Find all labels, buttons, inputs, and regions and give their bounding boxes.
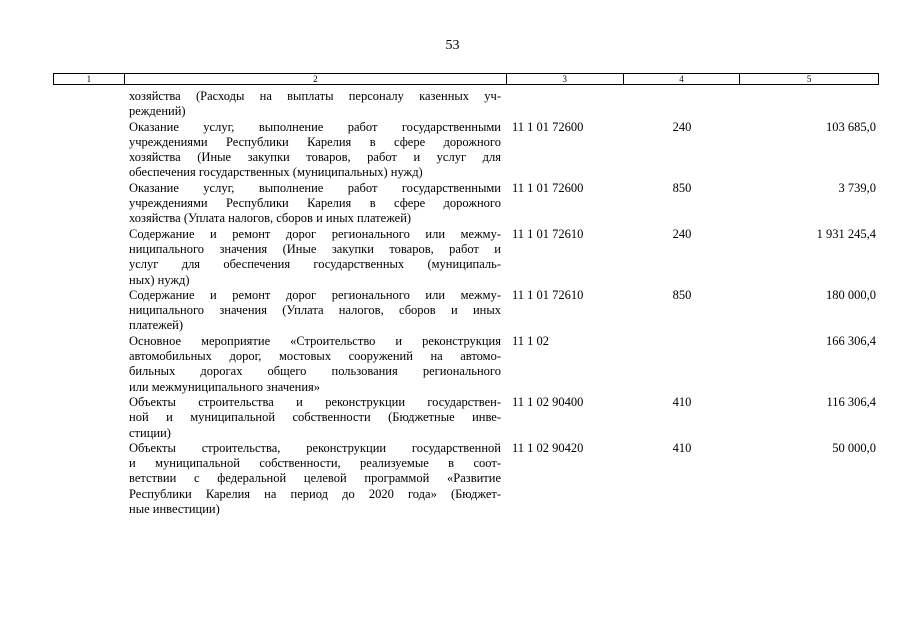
row-amount: 3 739,0 [838, 180, 876, 195]
header-col-5: 5 [739, 74, 878, 84]
description-line: учреждениями Республики Карелия в сфере дорожного [129, 134, 501, 149]
table-row [0, 227, 905, 288]
description-line: платежей) [129, 318, 184, 333]
row-expense-type: 850 [672, 180, 692, 195]
row-expense-type: 410 [672, 440, 692, 455]
row-description [129, 288, 501, 334]
description-line: реждений) [129, 104, 186, 119]
row-amount: 166 306,4 [826, 333, 876, 348]
row-code: 11 1 01 72610 [512, 226, 584, 241]
description-line: ветствии с федеральной целевой программой «Развитие [129, 471, 501, 486]
description-line: Объекты строительства, реконструкции государственной [129, 440, 501, 455]
table-row [0, 89, 905, 120]
description-line: хозяйства (Иные закупки товаров, работ и услуг для [129, 150, 501, 165]
description-line: Содержание и ремонт дорог регионального или межму- [129, 226, 501, 241]
description-line: ные инвестиции) [129, 502, 220, 517]
row-code: 11 1 02 90400 [512, 394, 584, 409]
row-code: 11 1 02 [512, 333, 550, 348]
table-row [0, 334, 905, 395]
description-line: ных) нужд) [129, 272, 190, 287]
description-line: ной и муниципальной собственности (Бюджетные инве- [129, 410, 501, 425]
row-code: 11 1 01 72600 [512, 180, 584, 195]
description-line: стиции) [129, 425, 171, 440]
description-line: Содержание и ремонт дорог регионального или межму- [129, 287, 501, 302]
description-line: обеспечения государственных (муниципальных) нужд) [129, 165, 423, 180]
table-header-row [53, 73, 879, 85]
header-col-1: 1 [86, 74, 92, 84]
row-description [129, 441, 501, 517]
row-amount: 180 000,0 [826, 287, 876, 302]
description-line: услуг для обеспечения государственных (муниципаль- [129, 257, 501, 272]
row-expense-type: 240 [672, 119, 692, 134]
table-row [0, 441, 905, 517]
row-description [129, 120, 501, 181]
row-expense-type: 410 [672, 394, 692, 409]
description-line: Оказание услуг, выполнение работ государственными [129, 119, 501, 134]
table-body [0, 89, 905, 517]
row-amount: 1 931 245,4 [816, 226, 876, 241]
row-description [129, 181, 501, 227]
description-line: или межмуниципального значения» [129, 379, 321, 394]
description-line: Оказание услуг, выполнение работ государственными [129, 180, 501, 195]
description-line: Республики Карелия на период до 2020 года» (Бюджет- [129, 486, 501, 501]
description-line: и муниципальной собственности, реализуемые в соот- [129, 456, 501, 471]
page-number: 53 [445, 38, 460, 53]
description-line: хозяйства (Уплата налогов, сборов и иных платежей) [129, 211, 412, 226]
row-description [129, 395, 501, 441]
description-line: хозяйства (Расходы на выплаты персоналу казенных уч- [129, 89, 501, 103]
table-row [0, 288, 905, 334]
row-description [129, 334, 501, 395]
table-row [0, 181, 905, 227]
row-code: 11 1 01 72610 [512, 287, 584, 302]
description-line: бильных дорогах общего пользования регионального [129, 364, 501, 379]
table-row [0, 395, 905, 441]
header-col-4: 4 [623, 74, 740, 84]
row-code: 11 1 02 90420 [512, 440, 584, 455]
row-amount: 116 306,4 [826, 394, 876, 409]
row-description [129, 227, 501, 288]
row-expense-type: 850 [672, 287, 692, 302]
description-line: ниципального значения (Иные закупки товаров, работ и [129, 241, 501, 256]
description-line: ниципального значения (Уплата налогов, сборов и иных [129, 303, 501, 318]
description-line: автомобильных дорог, мостовых сооружений на автомо- [129, 349, 501, 364]
row-description [129, 89, 501, 120]
row-expense-type: 240 [672, 226, 692, 241]
row-amount: 103 685,0 [826, 119, 876, 134]
row-code: 11 1 01 72600 [512, 119, 584, 134]
table-row [0, 120, 905, 181]
description-line: Основное мероприятие «Строительство и реконструкция [129, 333, 501, 348]
description-line: Объекты строительства и реконструкции государствен- [129, 394, 501, 409]
header-col-2: 2 [124, 74, 506, 84]
description-line: учреждениями Республики Карелия в сфере дорожного [129, 196, 501, 211]
header-col-3: 3 [506, 74, 623, 84]
row-amount: 50 000,0 [832, 440, 876, 455]
